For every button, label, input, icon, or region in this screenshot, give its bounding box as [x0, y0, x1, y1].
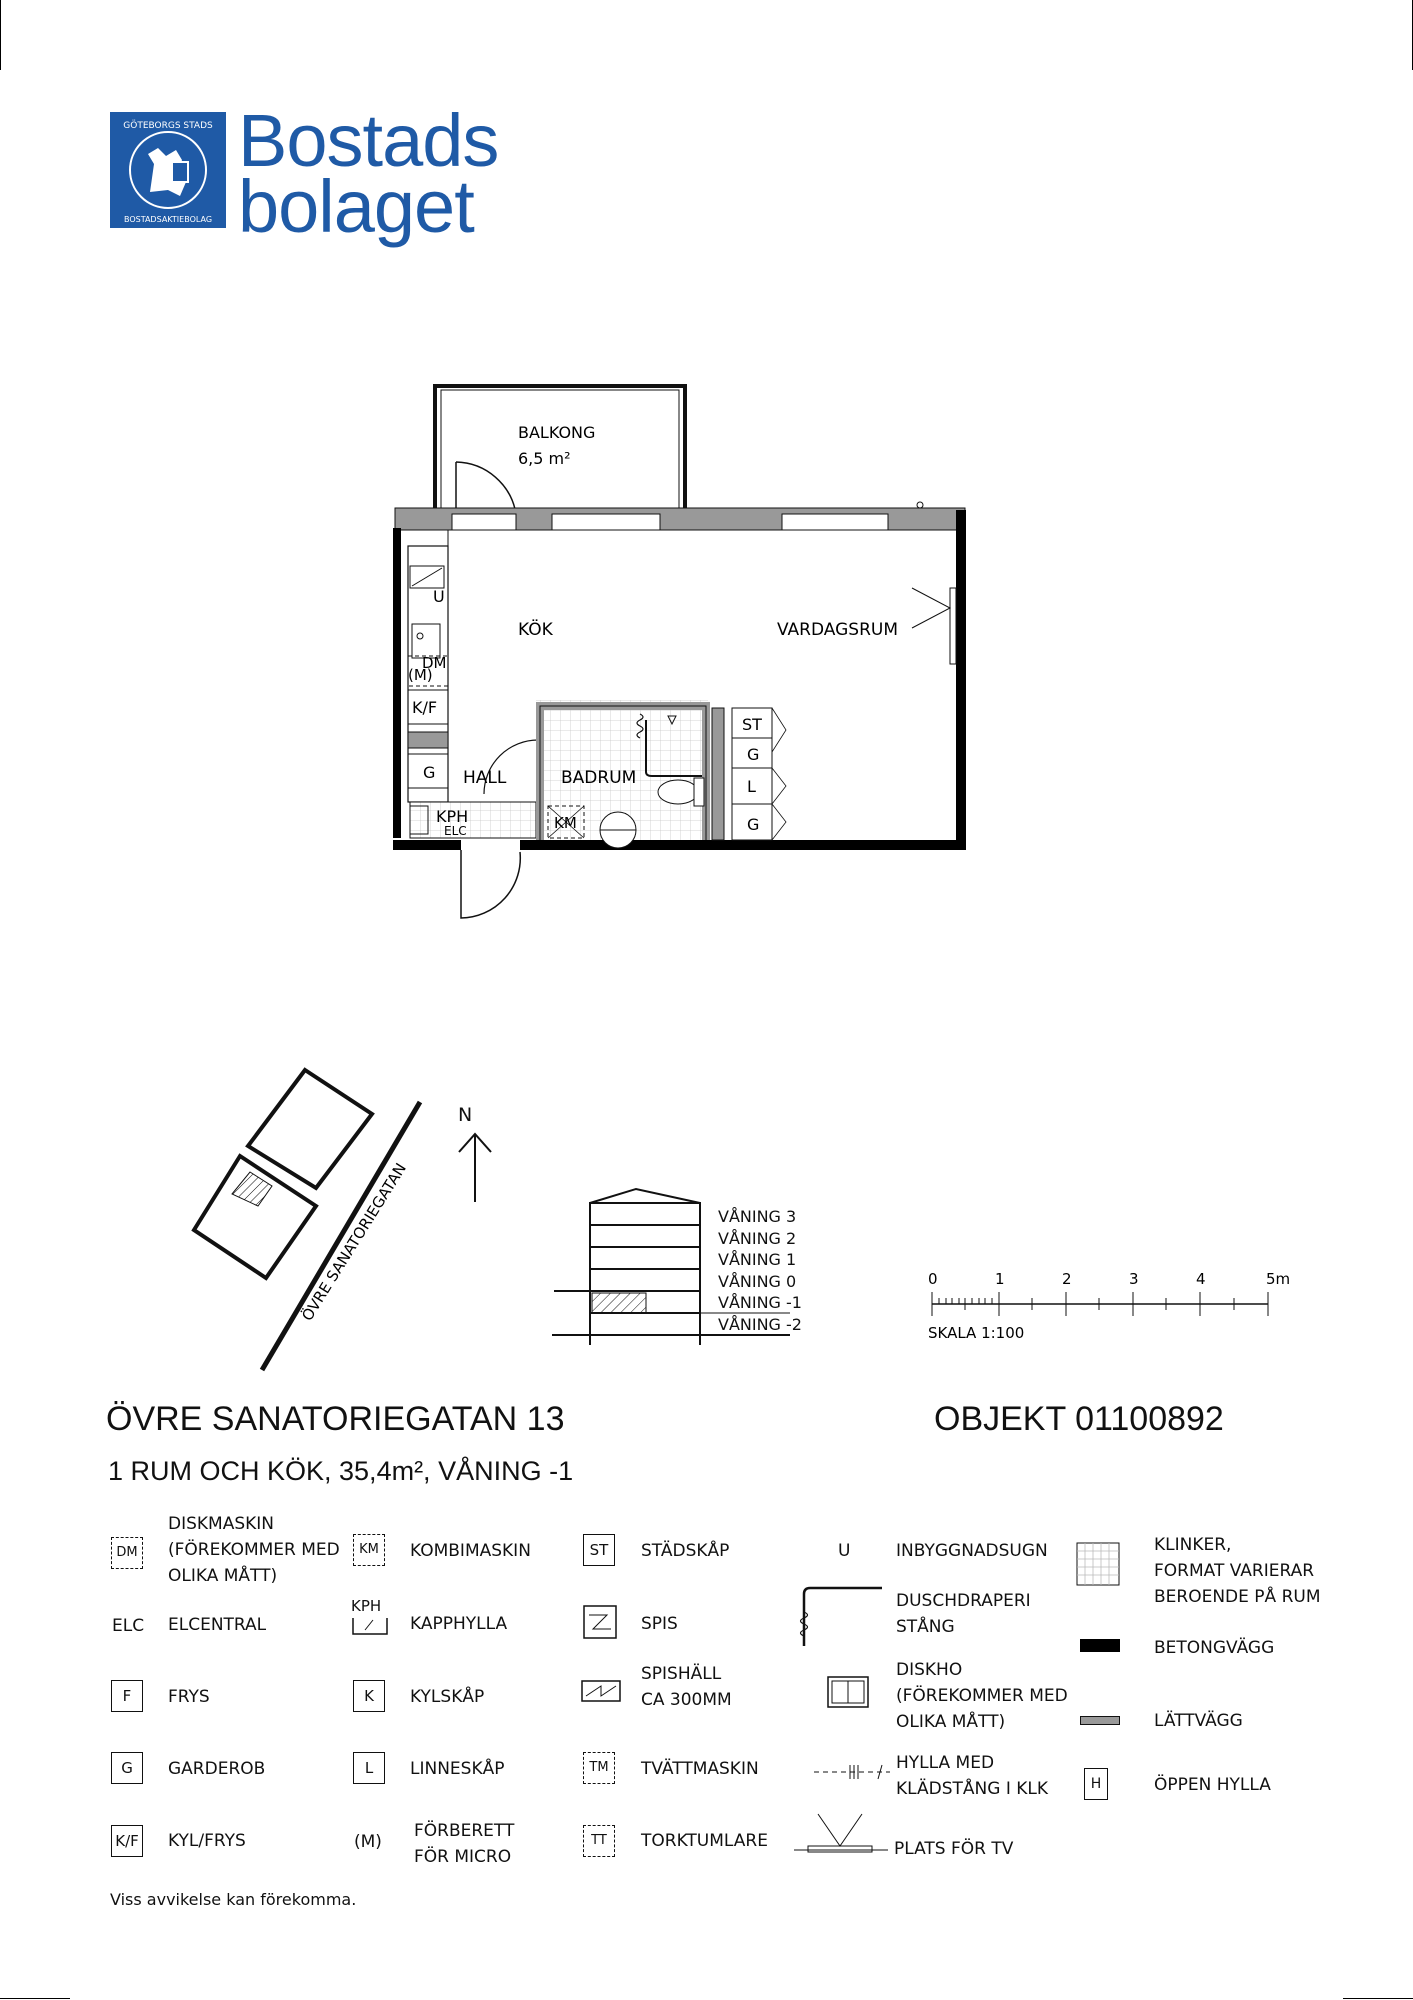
shower-curtain-rod-icon [790, 1584, 890, 1654]
micro-icon: (M) [354, 1832, 382, 1852]
apartment-info: 1 RUM OCH KÖK, 35,4m², VÅNING -1 [108, 1456, 574, 1486]
fixture-u: U [433, 587, 445, 606]
sink-icon [826, 1675, 870, 1709]
legend-label: ÖPPEN HYLLA [1154, 1775, 1271, 1795]
fixture-g: G [423, 763, 436, 782]
apartment-location [232, 1172, 272, 1206]
building-block-north [248, 1070, 372, 1188]
fixture-st: ST [742, 715, 762, 734]
legend-label: SPIS [641, 1614, 678, 1634]
legend-label: PLATS FÖR TV [894, 1839, 1014, 1859]
legend-label: BETONGVÄGG [1154, 1638, 1275, 1658]
fixture-elc: ELC [444, 824, 467, 838]
scale-tick-label: 1 [995, 1270, 1005, 1288]
legend-label: TORKTUMLARE [641, 1831, 768, 1851]
floor-label: VÅNING 2 [718, 1228, 797, 1248]
l-icon: L [353, 1752, 385, 1784]
legend-label: LINNESKÅP [410, 1759, 505, 1779]
legend-label: GARDEROB [168, 1759, 266, 1779]
crop-mark-top-left-v [0, 0, 1, 70]
scale-tick-label: 3 [1129, 1270, 1139, 1288]
legend-label: KYLSKÅP [410, 1687, 485, 1707]
legend-label: DISKMASKIN (FÖREKOMMER MED OLIKA MÅTT) [168, 1514, 340, 1586]
u-icon: U [838, 1541, 851, 1561]
tile-swatch-icon [1076, 1542, 1120, 1586]
crop-mark-bottom-right-h [1343, 1998, 1413, 1999]
kapphylla-icon [351, 1614, 389, 1636]
logo-seal [110, 112, 226, 228]
window [552, 514, 660, 530]
legend-label: HYLLA MED KLÄDSTÅNG I KLK [896, 1753, 1049, 1799]
concrete-wall-left [393, 528, 401, 838]
legend-label: ELCENTRAL [168, 1615, 267, 1635]
legend-label: INBYGGNADSUGN [896, 1541, 1048, 1561]
scale-tick-label: 5m [1266, 1270, 1291, 1288]
legend-label: DUSCHDRAPERI STÅNG [896, 1591, 1031, 1637]
logo-name-line2: bolaget [238, 165, 474, 248]
fixture-m: (M) [408, 666, 433, 684]
room-vardagsrum: VARDAGSRUM [777, 620, 898, 640]
spishall-icon [581, 1680, 621, 1702]
room-kok: KÖK [518, 620, 553, 640]
concrete-wall-bottom [520, 840, 966, 850]
logo-name-line1: Bostads [238, 99, 499, 182]
street-label: ÖVRE SANATORIEGATAN [298, 1159, 411, 1325]
address: ÖVRE SANATORIEGATAN 13 [106, 1400, 565, 1438]
legend-label: KYL/FRYS [168, 1831, 246, 1851]
spis-icon [583, 1605, 617, 1639]
balcony-label: BALKONG [518, 423, 596, 442]
seal-text-top: GÖTEBORGS STADS [123, 121, 213, 131]
scale-tick-label: 2 [1062, 1270, 1072, 1288]
floor-label: VÅNING -1 [718, 1293, 802, 1313]
floor-list [718, 1206, 802, 1336]
light-wall-swatch [1080, 1716, 1120, 1725]
building-block-south [194, 1156, 316, 1278]
scale-label: SKALA 1:100 [928, 1324, 1025, 1342]
fixture-km: KM [554, 814, 577, 832]
fixture-kf: K/F [412, 698, 438, 717]
window [782, 514, 888, 530]
fixture-kph: KPH [436, 807, 469, 826]
kph-icon: KPH [351, 1597, 382, 1615]
floor-label: VÅNING 3 [718, 1207, 797, 1226]
north-label: N [458, 1104, 473, 1126]
legend-label: FRYS [168, 1687, 210, 1707]
f-icon: F [111, 1680, 143, 1712]
scale-tick-label: 0 [928, 1270, 938, 1288]
tt-icon: TT [583, 1825, 615, 1857]
tv-icon [792, 1810, 892, 1860]
balcony-area: 6,5 m² [518, 449, 571, 468]
legend-label: KLINKER, FORMAT VARIERAR BEROENDE PÅ RUM [1154, 1535, 1321, 1607]
floor-label: VÅNING -2 [718, 1314, 802, 1334]
legend-label: FÖRBERETT FÖR MICRO [414, 1821, 515, 1867]
km-icon: KM [353, 1534, 385, 1566]
legend-label: TVÄTTMASKIN [641, 1759, 759, 1779]
scale-tick-label: 4 [1196, 1270, 1206, 1288]
floor-label: VÅNING 0 [718, 1271, 797, 1291]
crop-mark-bottom-left-h [0, 1998, 70, 1999]
dm-icon: DM [111, 1537, 143, 1569]
legend-label: KOMBIMASKIN [410, 1541, 531, 1561]
fixture-g3: G [747, 815, 760, 834]
street-line [262, 1102, 420, 1370]
window [452, 514, 516, 530]
north-arrow-icon [455, 1130, 495, 1205]
room-hall: HALL [463, 768, 507, 788]
legend-label: DISKHO (FÖREKOMMER MED OLIKA MÅTT) [896, 1660, 1068, 1732]
disclaimer: Viss avvikelse kan förekomma. [110, 1890, 357, 1909]
elc-icon: ELC [112, 1616, 145, 1636]
floor-label: VÅNING 1 [718, 1250, 797, 1270]
room-badrum: BADRUM [561, 768, 637, 788]
fixture-l: L [747, 777, 756, 796]
seal-text-bottom: BOSTADSAKTIEBOLAG [123, 215, 213, 224]
fixture-dm: DM [422, 654, 447, 672]
h-icon: H [1084, 1768, 1108, 1800]
legend-label: SPISHÄLL CA 300MM [641, 1664, 732, 1710]
lion-seal-icon [110, 112, 226, 228]
site-map [180, 1060, 500, 1380]
st-icon: ST [583, 1534, 615, 1566]
g-icon: G [111, 1752, 143, 1784]
floor-plan [0, 370, 1413, 930]
apartment-floor-marker [592, 1293, 646, 1313]
legend-label: STÄDSKÅP [641, 1541, 730, 1561]
k-icon: K [353, 1680, 385, 1712]
shelf-rod-icon [812, 1762, 892, 1782]
scale-bar [920, 1262, 1300, 1342]
object-id: OBJEKT 01100892 [934, 1400, 1224, 1438]
kf-icon: K/F [111, 1825, 143, 1857]
concrete-wall-right [956, 510, 966, 840]
tm-icon: TM [583, 1752, 615, 1784]
legend-label: LÄTTVÄGG [1154, 1711, 1243, 1731]
concrete-wall-swatch [1080, 1639, 1120, 1652]
fixture-g2: G [747, 745, 760, 764]
legend-label: KAPPHYLLA [410, 1614, 508, 1634]
